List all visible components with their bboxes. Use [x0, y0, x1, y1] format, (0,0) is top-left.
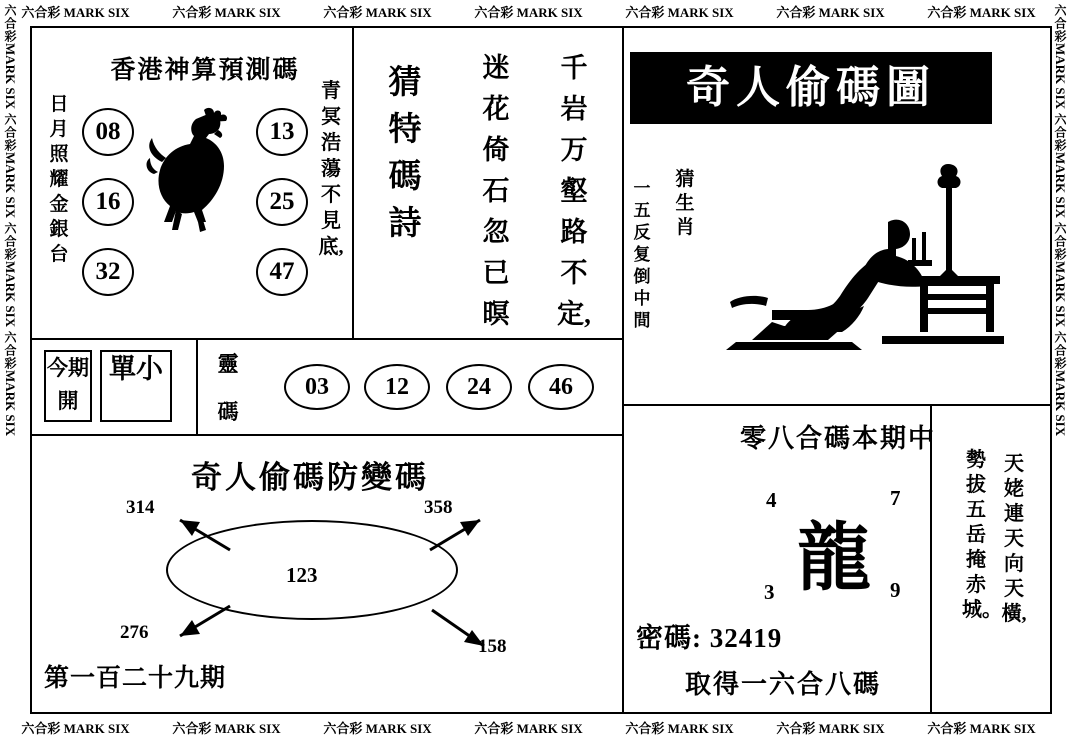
- prediction-number: 47: [256, 248, 308, 296]
- divider-horizontal-right: [622, 404, 1052, 406]
- band-cell: MARK SIX: [1053, 152, 1068, 219]
- ling-ma-number: 03: [284, 364, 350, 410]
- prediction-number: 08: [82, 108, 134, 156]
- band-cell: 六合彩: [1053, 331, 1067, 371]
- band-cell: 六合彩 MARK SIX: [625, 721, 734, 736]
- today-label: 今期開: [44, 350, 92, 422]
- band-cell: MARK SIX: [3, 43, 18, 110]
- corner-number-bottom-left: 3: [764, 580, 775, 604]
- password-line: 密碼: 32419: [636, 623, 783, 653]
- band-cell: 六合彩 MARK SIX: [927, 5, 1036, 20]
- divider-vertical-main: [622, 26, 624, 714]
- right-poem-line-1: 天姥連天向天橫,: [1001, 453, 1027, 625]
- poem-column-2: 迷花倚石忽已暝: [482, 53, 510, 329]
- prediction-number: 16: [82, 178, 134, 226]
- band-cell: 六合彩 MARK SIX: [21, 721, 130, 736]
- divider-horizontal-lower: [30, 434, 624, 436]
- result-zodiac: 龍: [797, 518, 871, 600]
- corner-number-bottom-right: 9: [890, 578, 901, 602]
- band-cell: 六合彩 MARK SIX: [776, 5, 885, 20]
- prediction-number: 13: [256, 108, 308, 156]
- corner-number-top-right: 7: [890, 486, 901, 510]
- anti-change-bottom-left: 276: [120, 622, 149, 643]
- band-cell: MARK SIX: [1053, 261, 1068, 328]
- corner-number-top-left: 4: [766, 488, 777, 512]
- prediction-title: 香港神算預測碼: [110, 57, 300, 84]
- band-cell: 六合彩: [1053, 222, 1067, 262]
- prediction-number: 25: [256, 178, 308, 226]
- band-cell: 六合彩 MARK SIX: [927, 721, 1036, 736]
- prediction-number: 32: [82, 248, 134, 296]
- band-cell: 六合彩: [3, 113, 17, 153]
- logo-banner: [630, 52, 992, 124]
- right-poem-line-2: 勢拔五岳掩赤城。: [962, 449, 1002, 621]
- ling-ma-label: 靈碼: [217, 352, 239, 424]
- band-cell: 六合彩 MARK SIX: [474, 721, 583, 736]
- five-reverse-label: 一五反复倒中間: [633, 179, 651, 330]
- poem-column-3: 千岩万壑路不定,: [557, 53, 591, 329]
- divider-vertical-today: [196, 338, 198, 434]
- band-cell: 六合彩 MARK SIX: [172, 5, 281, 20]
- band-cell: MARK SIX: [3, 370, 18, 437]
- band-cell: 六合彩 MARK SIX: [323, 5, 432, 20]
- prediction-side-text: 日月照耀金銀台: [49, 94, 69, 265]
- band-cell: MARK SIX: [3, 152, 18, 219]
- band-cell: 六合彩 MARK SIX: [21, 5, 130, 20]
- top-marquee-band: [0, 2, 1080, 22]
- issue-number: 第一百二十九期: [44, 665, 227, 692]
- anti-change-top-right: 358: [424, 497, 453, 518]
- band-cell: 六合彩: [3, 331, 17, 371]
- anti-change-title: 奇人偷碼防變碼: [191, 460, 429, 495]
- band-cell: MARK SIX: [1053, 370, 1068, 437]
- left-marquee-band: [2, 0, 28, 745]
- band-cell: MARK SIX: [1053, 43, 1068, 110]
- band-cell: 六合彩: [3, 222, 17, 262]
- bottom-marquee-band: [0, 718, 1080, 738]
- poem-column-1: 猜特碼詩: [388, 65, 422, 242]
- band-cell: 六合彩: [1053, 4, 1067, 43]
- anti-change-bottom-right: 158: [478, 636, 507, 657]
- result-headline: 零八合碼本期中: [739, 424, 936, 453]
- result-footer: 取得一六合八碼: [684, 670, 881, 699]
- ling-ma-number: 12: [364, 364, 430, 410]
- band-cell: 六合彩 MARK SIX: [172, 721, 281, 736]
- ling-ma-number: 24: [446, 364, 512, 410]
- band-cell: 六合彩 MARK SIX: [625, 5, 734, 20]
- guess-zodiac-label: 猜生肖: [675, 169, 695, 238]
- prediction-right-side-text: 青冥浩蕩不見底,: [318, 80, 344, 258]
- logo-text: 奇人偷碼圖: [686, 63, 936, 112]
- band-cell: 六合彩 MARK SIX: [776, 721, 885, 736]
- anti-change-center: 123: [286, 563, 318, 587]
- right-marquee-band: [1052, 0, 1078, 745]
- band-cell: 六合彩 MARK SIX: [474, 5, 583, 20]
- today-value: 單小: [100, 350, 172, 422]
- rooster-icon: [146, 104, 246, 239]
- ling-ma-number: 46: [528, 364, 594, 410]
- divider-vertical-poem: [352, 26, 354, 338]
- band-cell: 六合彩 MARK SIX: [323, 721, 432, 736]
- scholar-scene-icon: [712, 160, 1012, 390]
- band-cell: MARK SIX: [3, 261, 18, 328]
- band-cell: 六合彩: [1053, 113, 1067, 153]
- band-cell: 六合彩: [3, 4, 17, 43]
- anti-change-top-left: 314: [126, 497, 155, 518]
- divider-horizontal-upper: [30, 338, 624, 340]
